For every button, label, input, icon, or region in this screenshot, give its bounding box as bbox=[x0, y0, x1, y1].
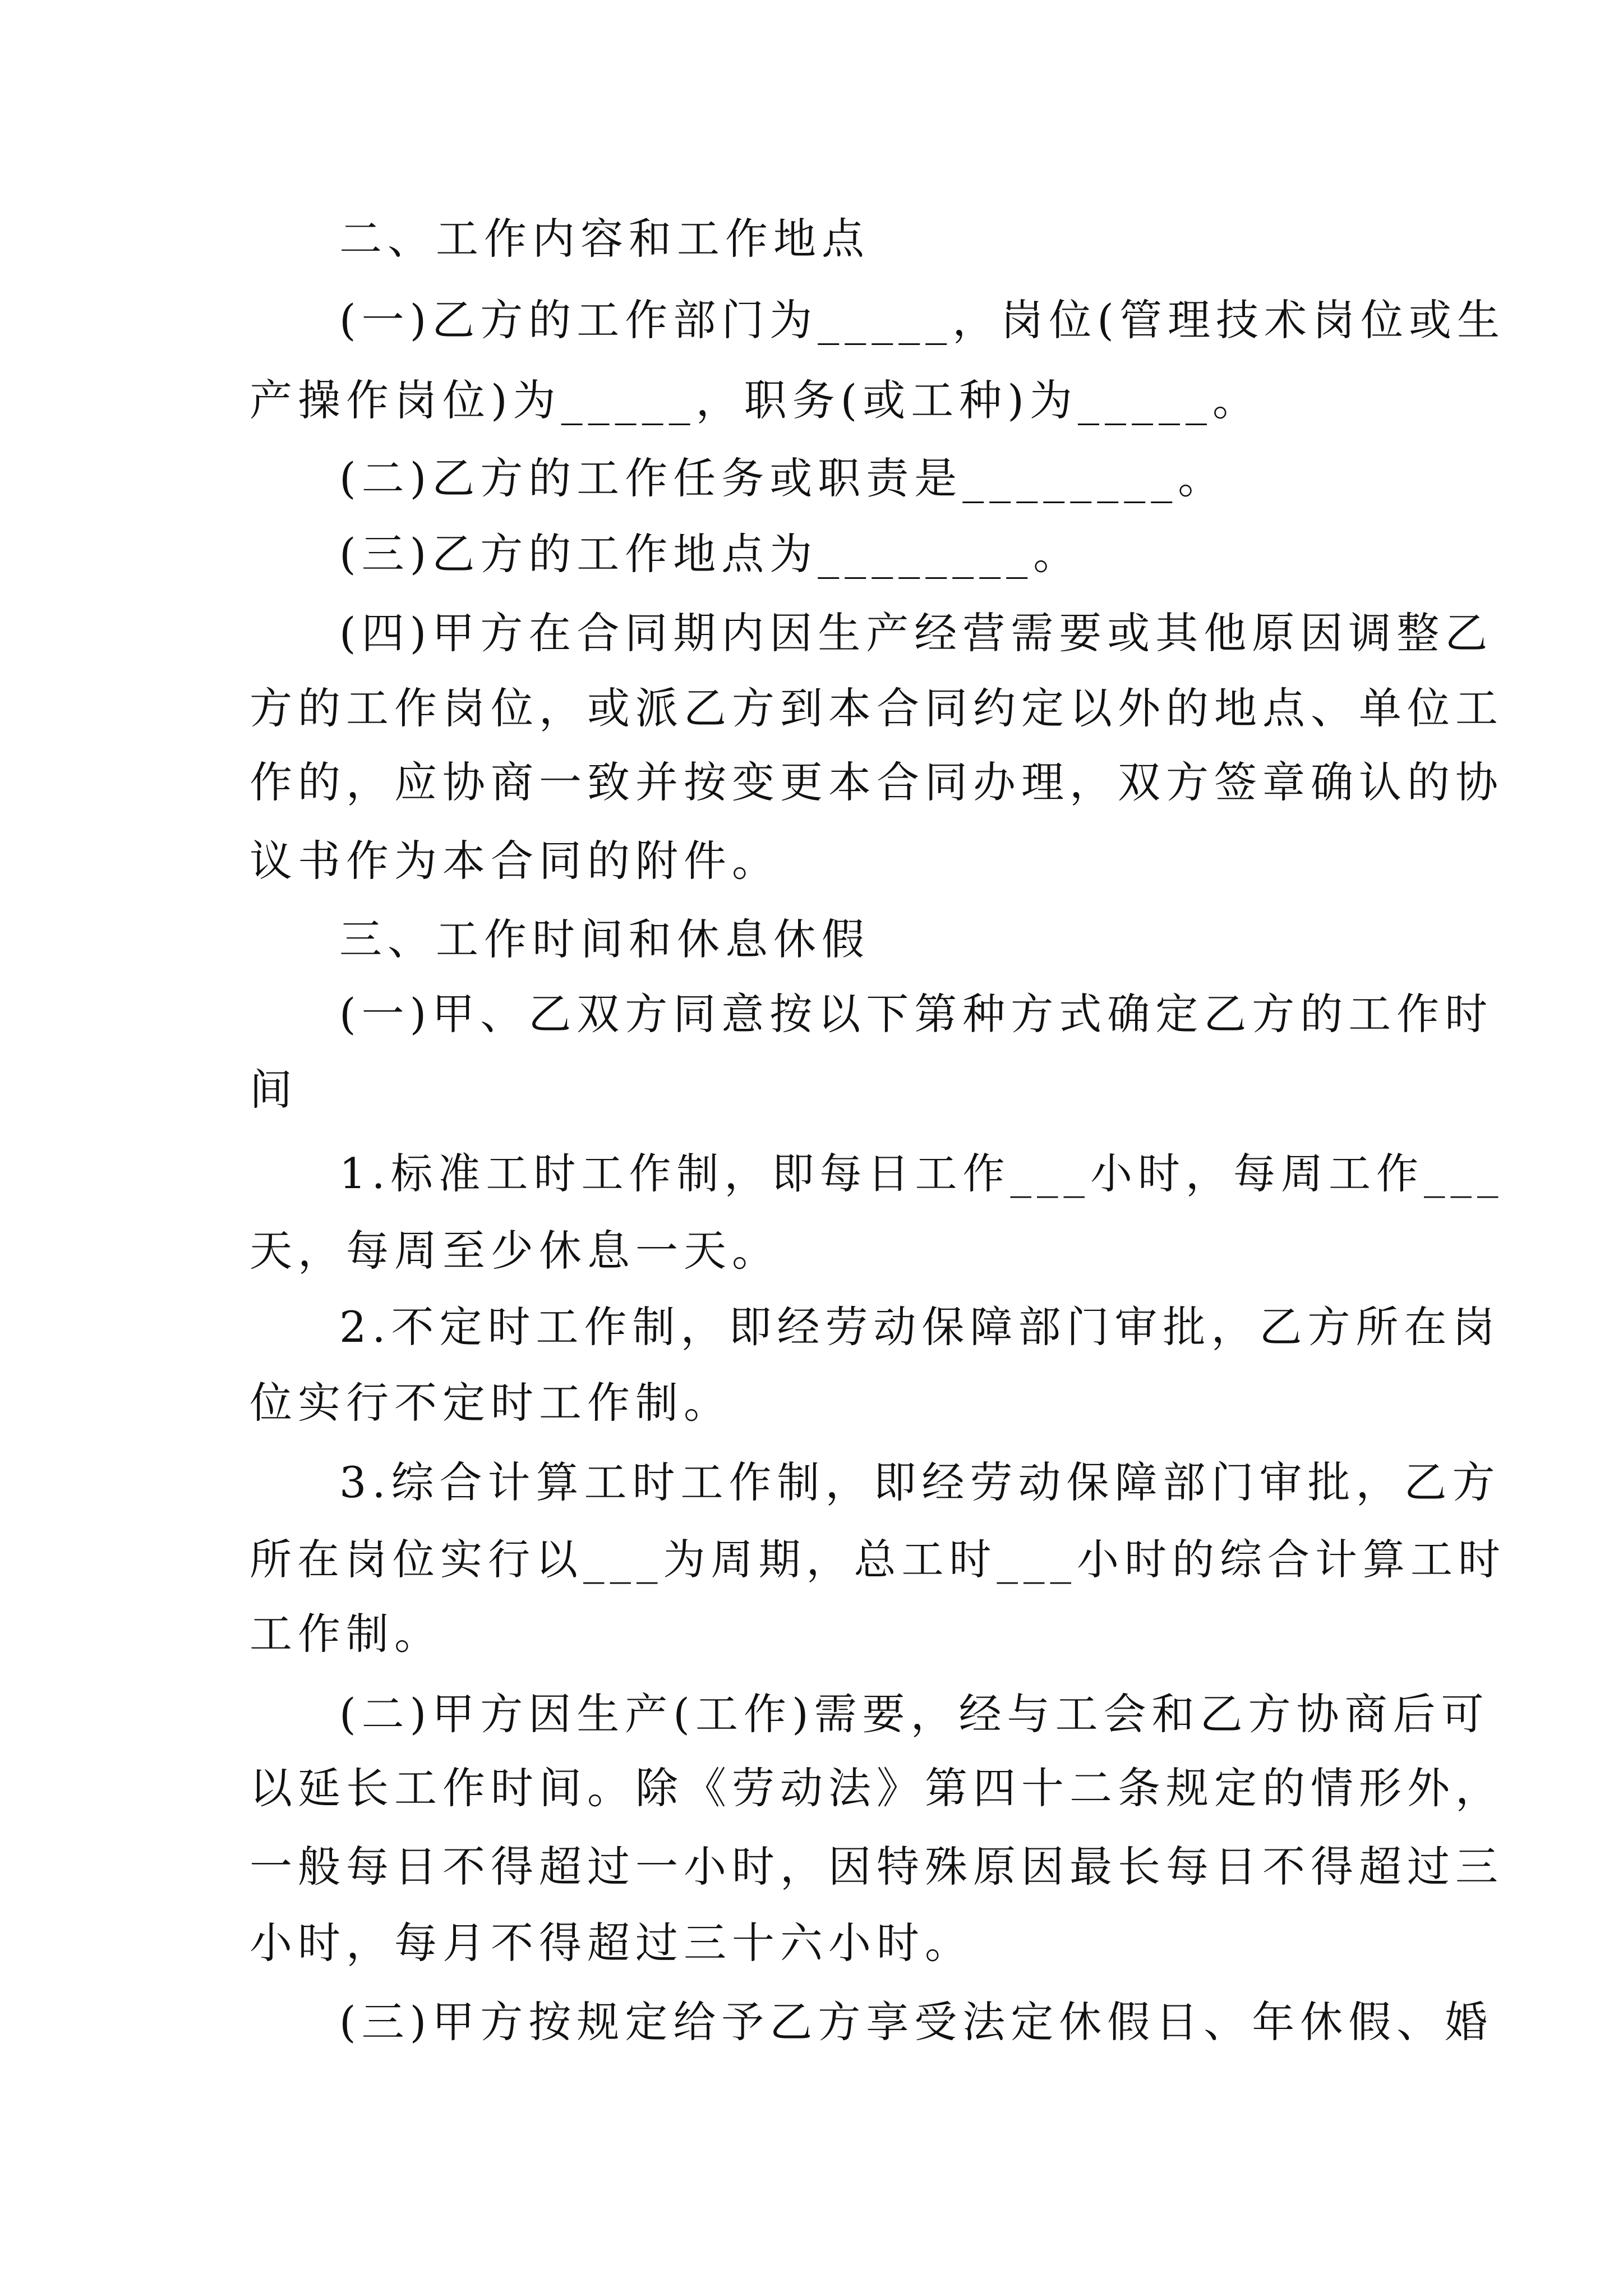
paragraph-line: 以延长工作时间。除《劳动法》第四十二条规定的情形外， bbox=[250, 1763, 1504, 1813]
paragraph-line: 作的，应协商一致并按变更本合同办理，双方签章确认的协 bbox=[250, 757, 1504, 807]
paragraph-line: 一般每日不得超过一小时，因特殊原因最长每日不得超过三 bbox=[250, 1842, 1504, 1892]
paragraph-line: (四)甲方在合同期内因生产经营需要或其他原因调整乙 bbox=[339, 608, 1493, 658]
paragraph-line: 小时，每月不得超过三十六小时。 bbox=[250, 1918, 973, 1968]
section-heading-2: 二、工作内容和工作地点 bbox=[339, 214, 870, 264]
paragraph-line: 方的工作岗位，或派乙方到本合同约定以外的地点、单位工 bbox=[250, 683, 1504, 733]
paragraph-line: (二)乙方的工作任务或职责是________。 bbox=[339, 453, 1227, 503]
paragraph-line: (一)乙方的工作部门为_____，岗位(管理技术岗位或生 bbox=[339, 295, 1505, 345]
paragraph-line: 1.标准工时工作制，即每日工作___小时，每周工作___ bbox=[339, 1149, 1504, 1198]
paragraph-line: (三)甲方按规定给予乙方享受法定休假日、年休假、婚 bbox=[339, 1997, 1493, 2047]
paragraph-line: 所在岗位实行以___为周期，总工时___小时的综合计算工时 bbox=[250, 1535, 1506, 1584]
paragraph-line: 议书作为本合同的附件。 bbox=[250, 836, 780, 886]
paragraph-line: 位实行不定时工作制。 bbox=[250, 1378, 732, 1428]
paragraph-line: 3.综合计算工时工作制，即经劳动保障部门审批，乙方 bbox=[339, 1457, 1501, 1507]
paragraph-line: (三)乙方的工作地点为________。 bbox=[339, 529, 1082, 579]
paragraph-line: 2.不定时工作制，即经劳动保障部门审批，乙方所在岗 bbox=[339, 1302, 1501, 1352]
paragraph-line: 产操作岗位)为_____，职务(或工种)为_____。 bbox=[250, 375, 1261, 425]
paragraph-line: (一)甲、乙双方同意按以下第种方式确定乙方的工作时 bbox=[339, 989, 1493, 1039]
section-heading-3: 三、工作时间和休息休假 bbox=[339, 914, 870, 964]
paragraph-line: 天，每周至少休息一天。 bbox=[250, 1226, 780, 1276]
paragraph-line: 工作制。 bbox=[250, 1609, 442, 1659]
paragraph-line: 间 bbox=[250, 1065, 298, 1115]
paragraph-line: (二)甲方因生产(工作)需要，经与工会和乙方协商后可 bbox=[339, 1689, 1490, 1739]
